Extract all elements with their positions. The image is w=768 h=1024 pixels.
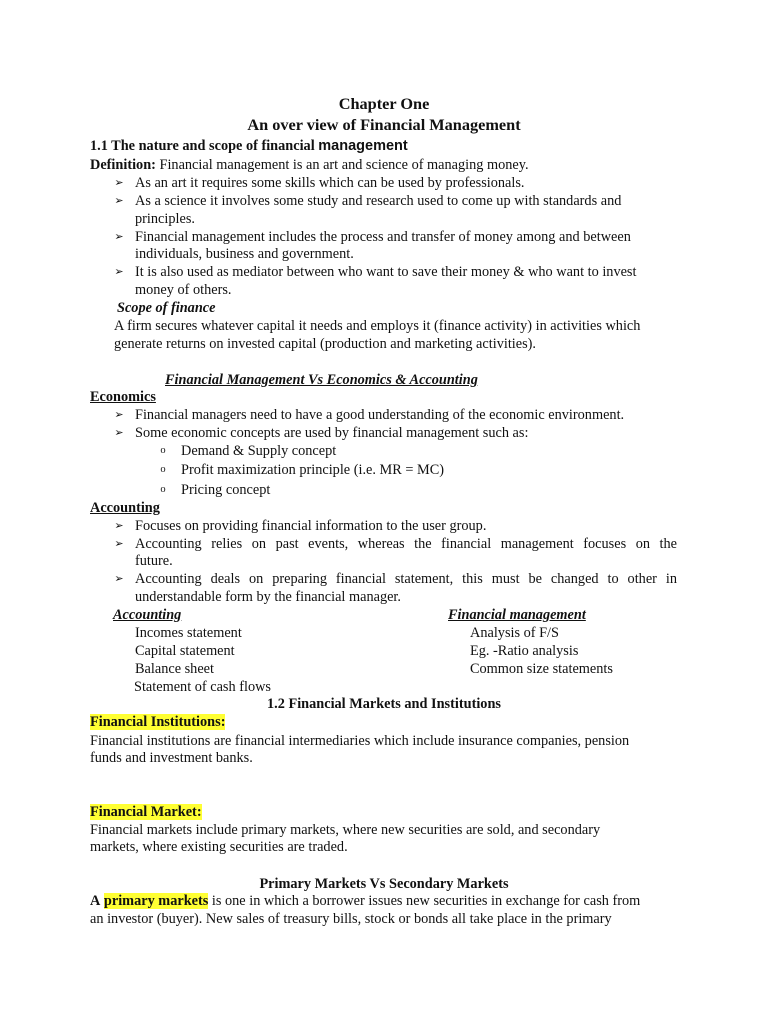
primary-article: A bbox=[90, 893, 101, 909]
arrow-bullet-icon: ➢ bbox=[114, 427, 124, 439]
compare-right-item: Eg. -Ratio analysis bbox=[470, 643, 579, 659]
compare-left-item: Incomes statement bbox=[135, 625, 242, 641]
primary-vs-secondary-heading: Primary Markets Vs Secondary Markets bbox=[259, 876, 509, 892]
arrow-bullet-icon: ➢ bbox=[114, 409, 124, 421]
sub-bullet-text: Profit maximization principle (i.e. MR = MC) bbox=[181, 462, 444, 478]
bullet-text: As a science it involves some study and research used to come up with standards and bbox=[135, 193, 622, 209]
compare-left-heading: Accounting bbox=[113, 607, 182, 623]
bullet-text-cont: principles. bbox=[135, 211, 195, 227]
fin-inst-heading-text: Financial Institutions: bbox=[90, 714, 226, 730]
scope-text: A firm secures whatever capital it needs and employs it (finance activity) in activities which bbox=[114, 318, 641, 334]
accounting-heading: Accounting bbox=[90, 500, 160, 516]
bullet-text-cont: future. bbox=[135, 553, 173, 569]
circle-bullet-icon: o bbox=[160, 484, 166, 495]
bullet-text-cont: money of others. bbox=[135, 282, 232, 298]
bullet-text: As an art it requires some skills which can be used by professionals. bbox=[135, 175, 525, 191]
fin-market-heading-text: Financial Market: bbox=[90, 804, 202, 820]
definition-line bbox=[90, 156, 529, 174]
bullet-text: Some economic concepts are used by financial management such as: bbox=[135, 425, 529, 441]
primary-rest: is one in which a borrower issues new securities in exchange for cash from bbox=[208, 893, 641, 909]
arrow-bullet-icon: ➢ bbox=[114, 520, 124, 532]
section-1-1-prefix: 1.1 The nature and scope of financial bbox=[90, 138, 315, 154]
section-1-2-heading: 1.2 Financial Markets and Institutions bbox=[267, 696, 501, 712]
primary-market-line2: an investor (buyer). New sales of treasury bills, stock or bonds all take place in the primary bbox=[90, 911, 612, 927]
arrow-bullet-icon: ➢ bbox=[114, 231, 124, 243]
definition-text: Financial management is an art and science of managing money. bbox=[155, 157, 529, 173]
fin-market-text: Financial markets include primary markets, where new securities are sold, and secondary bbox=[90, 822, 601, 838]
chapter-title: Chapter One bbox=[338, 94, 430, 113]
primary-term: primary markets bbox=[103, 893, 209, 909]
sub-bullet-text: Pricing concept bbox=[181, 482, 271, 498]
fin-inst-text: funds and investment banks. bbox=[90, 750, 253, 766]
bullet-text: Accounting relies on past events, whereas the financial management focuses on the bbox=[135, 536, 677, 552]
compare-left-item: Balance sheet bbox=[135, 661, 214, 677]
arrow-bullet-icon: ➢ bbox=[114, 177, 124, 189]
sub-bullet-text: Demand & Supply concept bbox=[181, 443, 337, 459]
bullet-text-cont: understandable form by the financial manager. bbox=[135, 589, 401, 605]
fin-inst-heading bbox=[90, 713, 225, 731]
primary-market-line bbox=[90, 892, 640, 910]
definition-label: Definition: bbox=[90, 157, 156, 173]
scope-heading: Scope of finance bbox=[117, 300, 216, 316]
scope-text: generate returns on invested capital (production and marketing activities). bbox=[114, 336, 537, 352]
arrow-bullet-icon: ➢ bbox=[114, 538, 124, 550]
compare-right-item: Common size statements bbox=[470, 661, 613, 677]
compare-right-item: Analysis of F/S bbox=[470, 625, 559, 641]
compare-right-heading: Financial management bbox=[448, 607, 586, 623]
bullet-text-cont: individuals, business and government. bbox=[135, 246, 354, 262]
bullet-text: Financial management includes the process and transfer of money among and between bbox=[135, 229, 631, 245]
arrow-bullet-icon: ➢ bbox=[114, 573, 124, 585]
compare-left-item: Statement of cash flows bbox=[134, 679, 271, 695]
bullet-text: It is also used as mediator between who want to save their money & who want to invest bbox=[135, 264, 637, 280]
fin-inst-text: Financial institutions are financial intermediaries which include insurance companies, pension bbox=[90, 733, 630, 749]
economics-heading: Economics bbox=[90, 389, 156, 405]
bullet-text: Financial managers need to have a good understanding of the economic environment. bbox=[135, 407, 625, 423]
chapter-subtitle: An over view of Financial Management bbox=[247, 115, 521, 134]
circle-bullet-icon: o bbox=[160, 445, 166, 456]
fin-market-text: markets, where existing securities are traded. bbox=[90, 839, 348, 855]
section-1-1-heading bbox=[90, 137, 408, 155]
compare-left-item: Capital statement bbox=[135, 643, 235, 659]
circle-bullet-icon: o bbox=[160, 464, 166, 475]
section-1-1-suffix: management bbox=[318, 138, 408, 154]
arrow-bullet-icon: ➢ bbox=[114, 266, 124, 278]
bullet-text: Accounting deals on preparing financial statement, this must be changed to other in bbox=[135, 571, 677, 587]
fin-market-heading bbox=[90, 803, 202, 821]
arrow-bullet-icon: ➢ bbox=[114, 195, 124, 207]
bullet-text: Focuses on providing financial information to the user group. bbox=[135, 518, 487, 534]
vs-heading: Financial Management Vs Economics & Accounting bbox=[165, 372, 478, 388]
